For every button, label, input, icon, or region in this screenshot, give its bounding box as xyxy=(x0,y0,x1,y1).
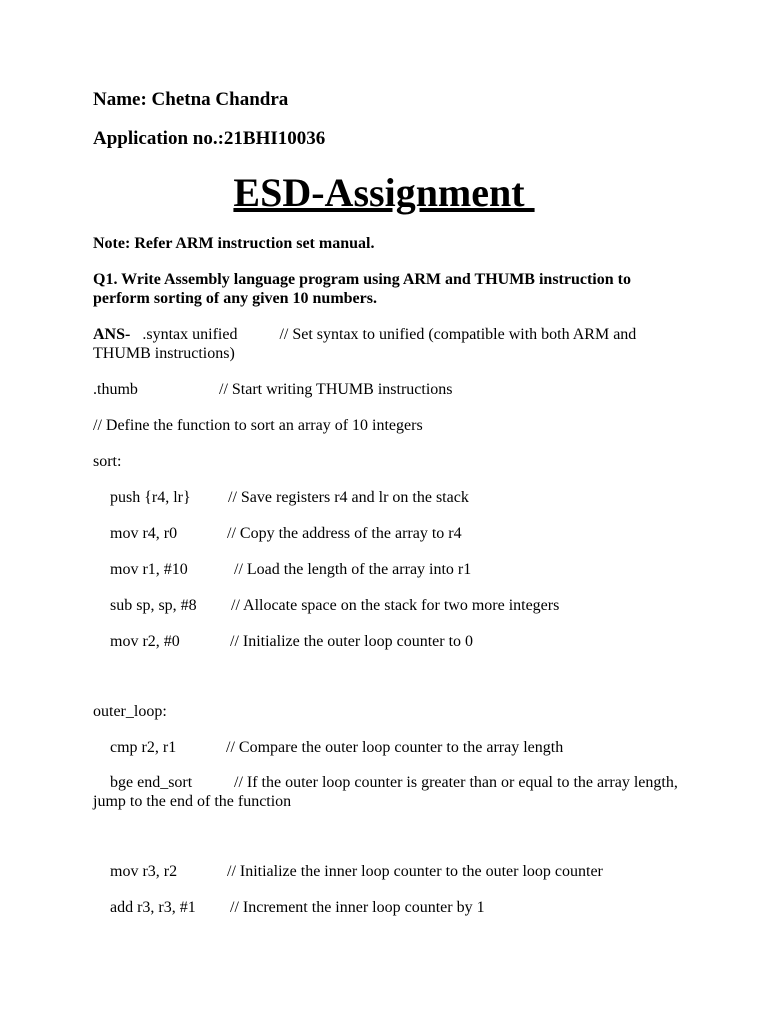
code-line-mov-r2 xyxy=(110,632,690,651)
code-line-cmp xyxy=(110,738,690,757)
code-line-sub xyxy=(110,596,690,615)
mov-r4-code: mov r4, r0 xyxy=(110,525,178,542)
sub-code: sub sp, sp, #8 xyxy=(110,597,197,614)
define-comment: // Define the function to sort an array of 10 integers xyxy=(93,417,423,434)
answer-first-line xyxy=(93,325,683,363)
add-code: add r3, r3, #1 xyxy=(110,899,196,916)
thumb-code: .thumb xyxy=(93,381,138,398)
mov-r1-code: mov r1, #10 xyxy=(110,561,188,578)
syntax-comment: // Set syntax to unified (compatible with both ARM and THUMB instructions) xyxy=(93,326,641,362)
mov-r4-comment: // Copy the address of the array to r4 xyxy=(227,525,462,542)
question-text: Q1. Write Assembly language program using ARM and THUMB instruction to perform sorting of any given 10 numbers. xyxy=(93,271,635,307)
code-line-bge xyxy=(93,773,683,811)
syntax-code: .syntax unified xyxy=(142,326,238,343)
mov-r3-code: mov r3, r2 xyxy=(110,863,178,880)
add-comment: // Increment the inner loop counter by 1 xyxy=(230,899,485,916)
outer-loop-label: outer_loop: xyxy=(93,703,167,720)
code-line-mov-r1 xyxy=(110,560,690,579)
note-text: Note: Refer ARM instruction set manual. xyxy=(93,235,375,252)
thumb-comment: // Start writing THUMB instructions xyxy=(219,381,453,398)
code-line-mov-r3 xyxy=(110,862,690,881)
sort-label: sort: xyxy=(93,453,122,470)
cmp-code: cmp r2, r1 xyxy=(110,739,177,756)
sub-comment: // Allocate space on the stack for two more integers xyxy=(231,597,560,614)
code-line-add xyxy=(110,898,690,917)
mov-r2-comment: // Initialize the outer loop counter to 0 xyxy=(230,633,474,650)
code-line-push xyxy=(110,488,690,507)
page-title: ESD-Assignment xyxy=(233,170,535,215)
code-line-mov-r4 xyxy=(110,524,690,543)
answer-label: ANS- xyxy=(93,326,131,343)
push-code: push {r4, lr} xyxy=(110,489,191,506)
bge-comment: // If the outer loop counter is greater than or equal to the array length, jump to the end of the function xyxy=(93,774,682,810)
push-comment: // Save registers r4 and lr on the stack xyxy=(228,489,469,506)
mov-r3-comment: // Initialize the inner loop counter to the outer loop counter xyxy=(227,863,603,880)
cmp-comment: // Compare the outer loop counter to the array length xyxy=(226,739,564,756)
mov-r1-comment: // Load the length of the array into r1 xyxy=(234,561,472,578)
application-number: Application no.:21BHI10036 xyxy=(93,128,326,149)
student-name: Name: Chetna Chandra xyxy=(93,89,289,110)
mov-r2-code: mov r2, #0 xyxy=(110,633,180,650)
thumb-line xyxy=(93,380,683,399)
bge-code: bge end_sort xyxy=(110,774,193,791)
